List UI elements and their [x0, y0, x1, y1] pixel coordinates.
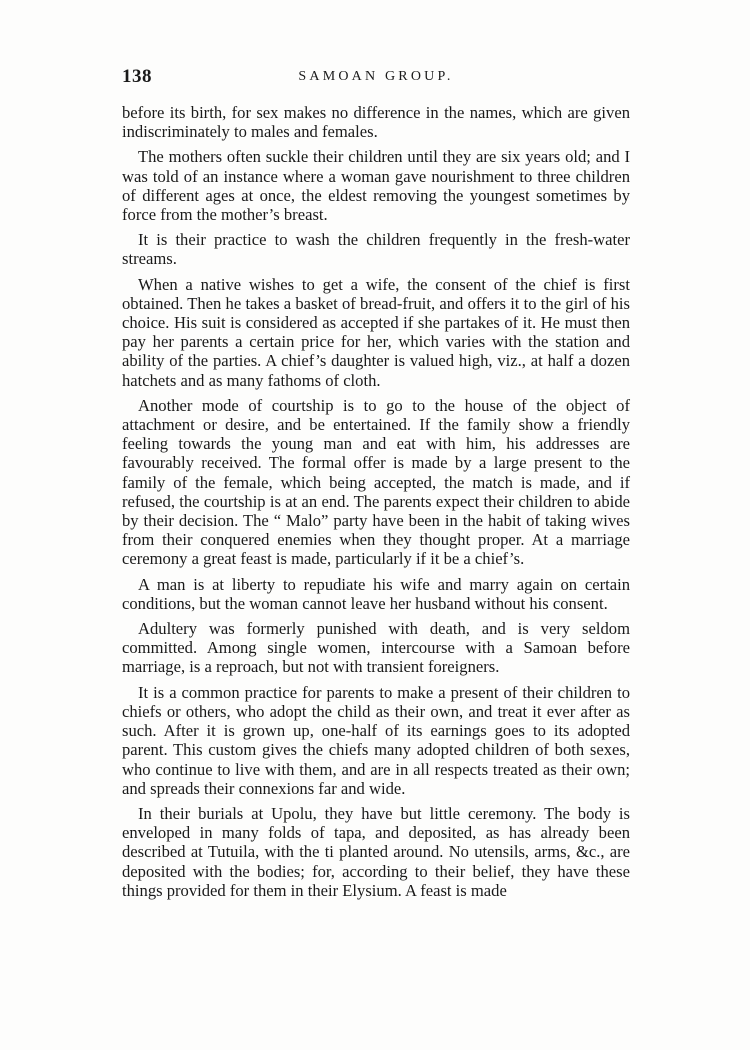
paragraph-repudiation: A man is at liberty to repudiate his wife and marry again on certain conditions, but the woman cannot leave her husband without his consent. — [122, 574, 630, 613]
paragraph-washing: It is their practice to wash the children frequently in the fresh-water streams. — [122, 230, 630, 269]
page-header — [122, 66, 630, 90]
running-head: SAMOAN GROUP. — [298, 69, 454, 84]
paragraph-courtship: Another mode of courtship is to go to the house of the object of attachment or desire, and be entertained. If the family show a friendly feeling towards the young man and eat with him, his addresses are favourably received. The formal offer is made by a large present to the family of the female, which being accepted, the match is made, and if refused, the courtship is at an end. The parents expect their children to abide by their decision. The “ Malo” party have been in the habit of taking wives from their conquered enemies when they thought proper. At a marriage ceremony a great feast is made, particularly if it be a chief’s. — [122, 395, 630, 569]
paragraph-adultery: Adultery was formerly punished with death, and is very seldom committed. Among single women, intercourse with a Samoan before marriage, is a reproach, but not with transient foreigners. — [122, 619, 630, 677]
page-number: 138 — [122, 66, 152, 87]
paragraph-burials: In their burials at Upolu, they have but little ceremony. The body is enveloped in many folds of tapa, and deposited, as has already been described at Tutuila, with the ti planted around. No utensils, arms, &c., are deposited with the bodies; for, according to their belief, they have these things provided for them in their Elysium. A feast is made — [122, 803, 630, 900]
paragraph-continuation: before its birth, for sex makes no difference in the names, which are given indiscriminately to males and females. — [122, 103, 630, 142]
paragraph-adoption: It is a common practice for parents to make a present of their children to chiefs or others, who adopt the child as their own, and treat it ever after as such. After it is grown up, one-half of its earnings goes to its adopted parent. This custom gives the chiefs many adopted children of both sexes, who continue to live with them, and are in all respects treated as their own; and spreads their connexions far and wide. — [122, 682, 630, 798]
paragraph-suckling: The mothers often suckle their children until they are six years old; and I was told of an instance where a woman gave nourishment to three children of different ages at once, the eldest removing the youngest sometimes by force from the mother’s breast. — [122, 147, 630, 225]
body-text — [122, 103, 630, 906]
paragraph-marriage-custom: When a native wishes to get a wife, the consent of the chief is first obtained. Then he takes a basket of bread-fruit, and offers it to the girl of his choice. His suit is considered as accepted if she partakes of it. He must then pay her parents a certain price for her, which varies with the station and ability of the parties. A chief’s daughter is valued high, viz., at half a dozen hatchets and as many fathoms of cloth. — [122, 274, 630, 390]
